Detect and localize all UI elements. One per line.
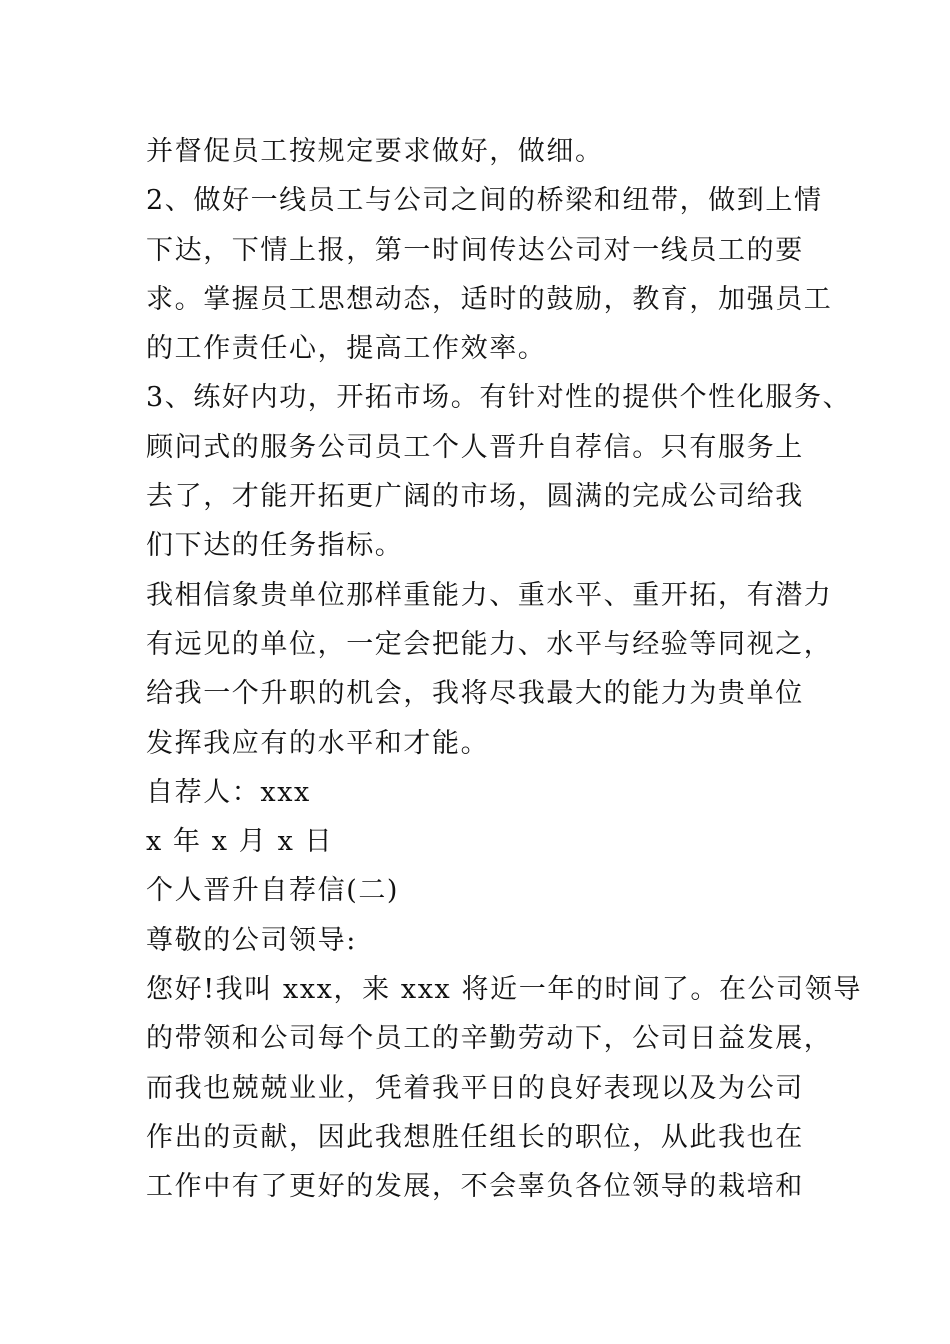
- document-body: [146, 127, 862, 1212]
- text-line-9: 们下达的任务指标。: [146, 530, 404, 562]
- salutation: 尊敬的公司领导:: [146, 924, 357, 956]
- text-line-7: 顾问式的服务公司员工个人晋升自荐信。只有服务上: [146, 431, 804, 463]
- text-line-22: 工作中有了更好的发展，不会辜负各位领导的栽培和: [146, 1171, 804, 1203]
- text-line-12: 给我一个升职的机会，我将尽我最大的能力为贵单位: [146, 678, 804, 710]
- text-line-6: 3、练好内功，开拓市场。有针对性的提供个性化服务、: [146, 382, 852, 414]
- text-line-20: 而我也兢兢业业，凭着我平日的良好表现以及为公司: [146, 1072, 804, 1104]
- text-line-3: 下达，下情上报，第一时间传达公司对一线员工的要: [146, 234, 804, 266]
- text-line-10: 我相信象贵单位那样重能力、重水平、重开拓，有潜力: [146, 579, 833, 611]
- text-line-19: 的带领和公司每个员工的辛勤劳动下，公司日益发展，: [146, 1023, 833, 1055]
- text-line-2: 2、做好一线员工与公司之间的桥梁和纽带，做到上情: [146, 185, 823, 217]
- section-title: 个人晋升自荐信(二): [146, 875, 400, 907]
- text-line-8: 去了，才能开拓更广阔的市场，圆满的完成公司给我: [146, 481, 804, 513]
- text-line-18: 您好!我叫 xxx，来 xxx 将近一年的时间了。在公司领导: [146, 974, 862, 1006]
- text-line-21: 作出的贡献，因此我想胜任组长的职位，从此我也在: [146, 1121, 804, 1153]
- text-line-4: 求。掌握员工思想动态，适时的鼓励，教育，加强员工: [146, 283, 833, 315]
- text-line-1: 并督促员工按规定要求做好，做细。: [146, 136, 604, 167]
- text-line-13: 发挥我应有的水平和才能。: [146, 727, 490, 759]
- date-line: x 年 x 月 x 日: [146, 826, 334, 858]
- text-line-11: 有远见的单位，一定会把能力、水平与经验等同视之，: [146, 628, 833, 660]
- signature-line: 自荐人：xxx: [146, 776, 311, 808]
- text-line-5: 的工作责任心，提高工作效率。: [146, 333, 547, 365]
